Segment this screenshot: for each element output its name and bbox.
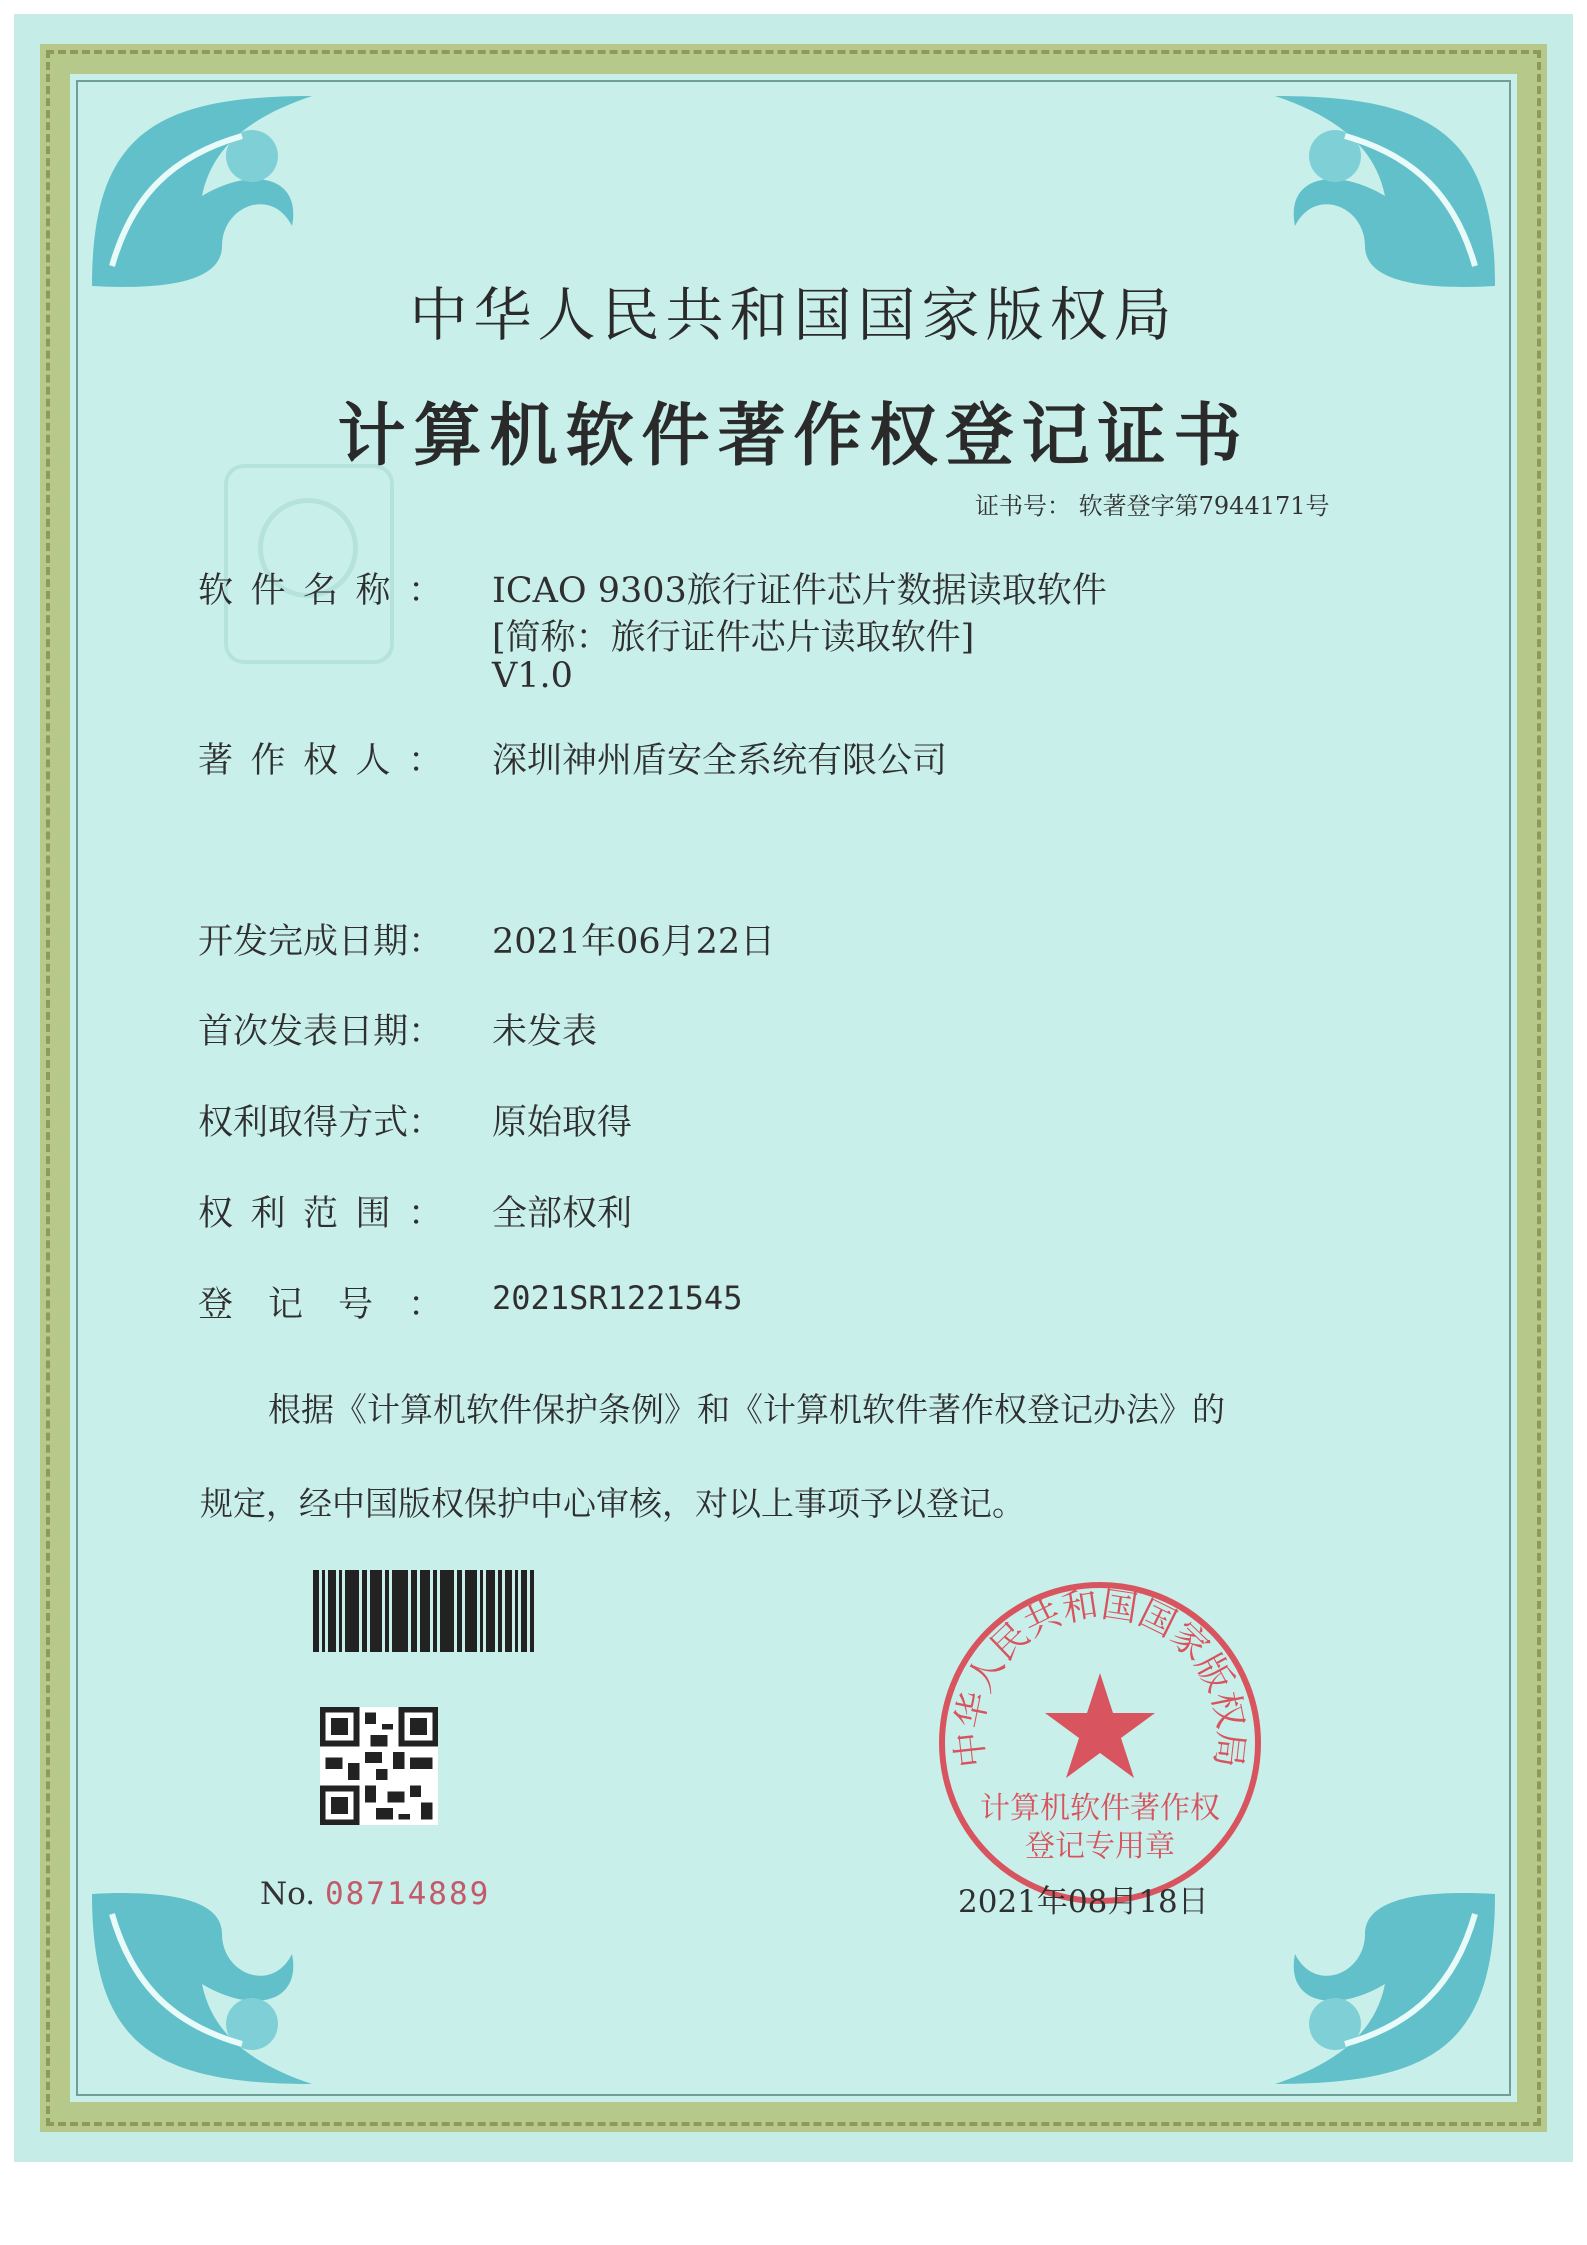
seal-inner-line2: 登记专用章	[1025, 1829, 1175, 1864]
issuer-title: 中华人民共和国国家版权局	[409, 281, 1178, 349]
corner-ornament-bottom-right	[1225, 1874, 1515, 2104]
acquire-method-label: 权 利 取 得 方 式 ：	[198, 1103, 444, 1143]
seal-outer-text: 中华人民共和国国家版权局	[948, 1584, 1252, 1770]
serial-prefix: No.	[260, 1876, 316, 1912]
owner-value: 深圳神州盾安全系统有限公司	[492, 741, 948, 781]
reg-no-label: 登 记 号 ：	[198, 1285, 443, 1325]
statement-line1: 根据《计算机软件保护条例》和《计算机软件著作权登记办法》的	[268, 1390, 1225, 1429]
software-name-label: 软 件 名 称 ：	[198, 571, 443, 611]
official-seal	[935, 1578, 1265, 1908]
serial-number	[260, 1876, 490, 1912]
first-publish-label: 首 次 发 表 日 期 ：	[198, 1012, 444, 1052]
first-publish-value: 未发表	[492, 1012, 598, 1052]
serial-value: 08714889	[324, 1876, 491, 1912]
qr-code	[320, 1707, 438, 1825]
software-name-line2: [简称：旅行证件芯片读取软件]	[492, 618, 975, 658]
seal-inner-line1: 计算机软件著作权	[980, 1791, 1220, 1826]
reg-no-value: 2021SR1221545	[492, 1279, 743, 1317]
completion-date-value: 2021年06月22日	[492, 922, 776, 962]
owner-label: 著 作 权 人 ：	[198, 741, 443, 781]
scope-value: 全部权利	[492, 1194, 633, 1234]
statement-line2: 规定，经中国版权保护中心审核，对以上事项予以登记。	[200, 1484, 1025, 1523]
certificate-number-value: 软著登字第7944171号	[1078, 492, 1330, 520]
software-version: V1.0	[492, 656, 573, 696]
barcode-image	[313, 1570, 545, 1652]
decorative-border	[40, 44, 1547, 2132]
software-name-line1: ICAO 9303旅行证件芯片数据读取软件	[492, 571, 1107, 611]
certificate-title: 计算机软件著作权登记证书	[337, 396, 1250, 476]
certificate-number	[975, 486, 1330, 521]
acquire-method-value: 原始取得	[492, 1103, 633, 1143]
issue-date: 2021年08月18日	[958, 1884, 1209, 1920]
scope-label: 权 利 范 围 ：	[198, 1194, 443, 1234]
certificate-number-label: 证书号：	[975, 492, 1071, 520]
completion-date-label: 开 发 完 成 日 期 ：	[198, 922, 444, 962]
